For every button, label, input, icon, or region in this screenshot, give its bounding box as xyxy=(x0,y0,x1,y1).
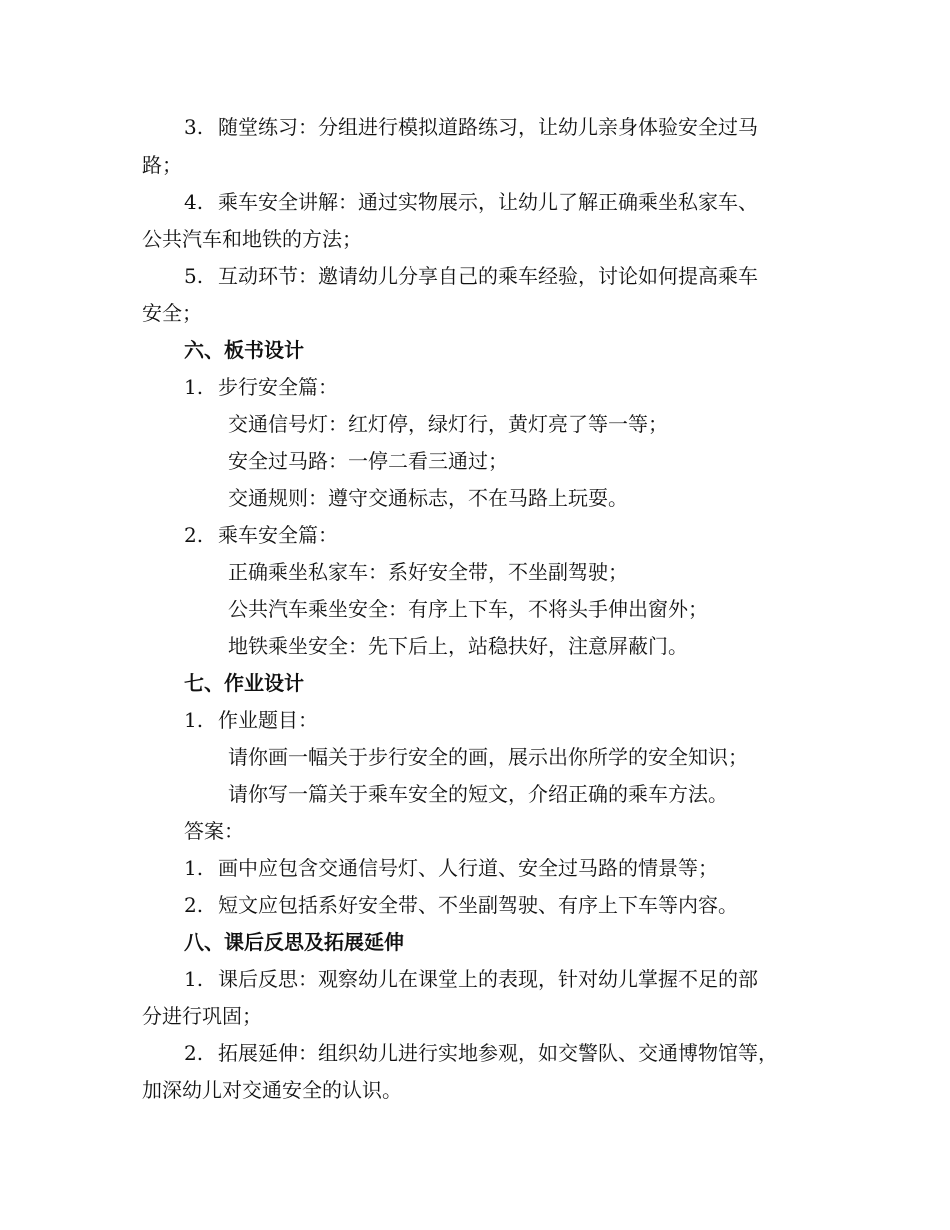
item-text: 乘车安全讲解：通过实物展示，让幼儿了解正确乘坐私家车、 xyxy=(218,190,758,214)
list-item-reflection xyxy=(184,965,758,993)
item-title: 乘车安全篇： xyxy=(218,523,338,547)
answer-item-2 xyxy=(184,891,738,919)
sub-line: 交通信号灯：红灯停，绿灯行，黄灯亮了等一等； xyxy=(228,412,668,436)
item-number: 2. xyxy=(184,523,204,547)
item-number: 1. xyxy=(184,967,204,991)
item-text: 互动环节：邀请幼儿分享自己的乘车经验，讨论如何提高乘车 xyxy=(218,264,758,288)
list-item-homework xyxy=(184,706,318,734)
list-item-5 xyxy=(184,262,758,290)
answer-item-1 xyxy=(184,854,718,882)
item-number: 1. xyxy=(184,856,204,880)
item-number: 5. xyxy=(184,264,204,288)
list-item-4 xyxy=(184,188,758,216)
list-item-3 xyxy=(184,113,758,141)
item-text: 课后反思：观察幼儿在课堂上的表现，针对幼儿掌握不足的部 xyxy=(218,967,758,991)
answer-label: 答案： xyxy=(184,819,244,843)
sub-line: 公共汽车乘坐安全：有序上下车，不将头手伸出窗外； xyxy=(228,597,708,621)
item-title: 步行安全篇： xyxy=(218,375,338,399)
list-item-extension xyxy=(184,1039,778,1067)
item-number: 1. xyxy=(184,708,204,732)
section-heading-7: 七、作业设计 xyxy=(184,671,304,695)
section-heading-8: 八、课后反思及拓展延伸 xyxy=(184,930,404,954)
sub-line: 地铁乘坐安全：先下后上，站稳扶好，注意屏蔽门。 xyxy=(228,634,688,658)
item-number: 2. xyxy=(184,893,204,917)
item-text: 随堂练习：分组进行模拟道路练习，让幼儿亲身体验安全过马 xyxy=(218,115,758,139)
item-number: 2. xyxy=(184,1041,204,1065)
item-continuation: 公共汽车和地铁的方法； xyxy=(142,227,362,251)
item-title: 作业题目： xyxy=(218,708,318,732)
item-text: 拓展延伸：组织幼儿进行实地参观，如交警队、交通博物馆等， xyxy=(218,1041,778,1065)
item-continuation: 路； xyxy=(142,153,182,177)
item-text: 短文应包括系好安全带、不坐副驾驶、有序上下车等内容。 xyxy=(218,893,738,917)
item-continuation: 加深幼儿对交通安全的认识。 xyxy=(142,1078,402,1102)
sub-line: 交通规则：遵守交通标志，不在马路上玩耍。 xyxy=(228,486,628,510)
item-continuation: 分进行巩固； xyxy=(142,1004,262,1028)
item-number: 3. xyxy=(184,115,204,139)
section-heading-6: 六、板书设计 xyxy=(184,338,304,362)
sub-line: 安全过马路：一停二看三通过； xyxy=(228,449,508,473)
sub-line: 请你画一幅关于步行安全的画，展示出你所学的安全知识； xyxy=(228,745,748,769)
item-continuation: 安全； xyxy=(142,301,202,325)
item-number: 4. xyxy=(184,190,204,214)
item-text: 画中应包含交通信号灯、人行道、安全过马路的情景等； xyxy=(218,856,718,880)
sub-line: 正确乘坐私家车：系好安全带，不坐副驾驶； xyxy=(228,560,628,584)
list-item-riding xyxy=(184,521,338,549)
item-number: 1. xyxy=(184,375,204,399)
list-item-walking xyxy=(184,373,338,401)
sub-line: 请你写一篇关于乘车安全的短文，介绍正确的乘车方法。 xyxy=(228,782,728,806)
